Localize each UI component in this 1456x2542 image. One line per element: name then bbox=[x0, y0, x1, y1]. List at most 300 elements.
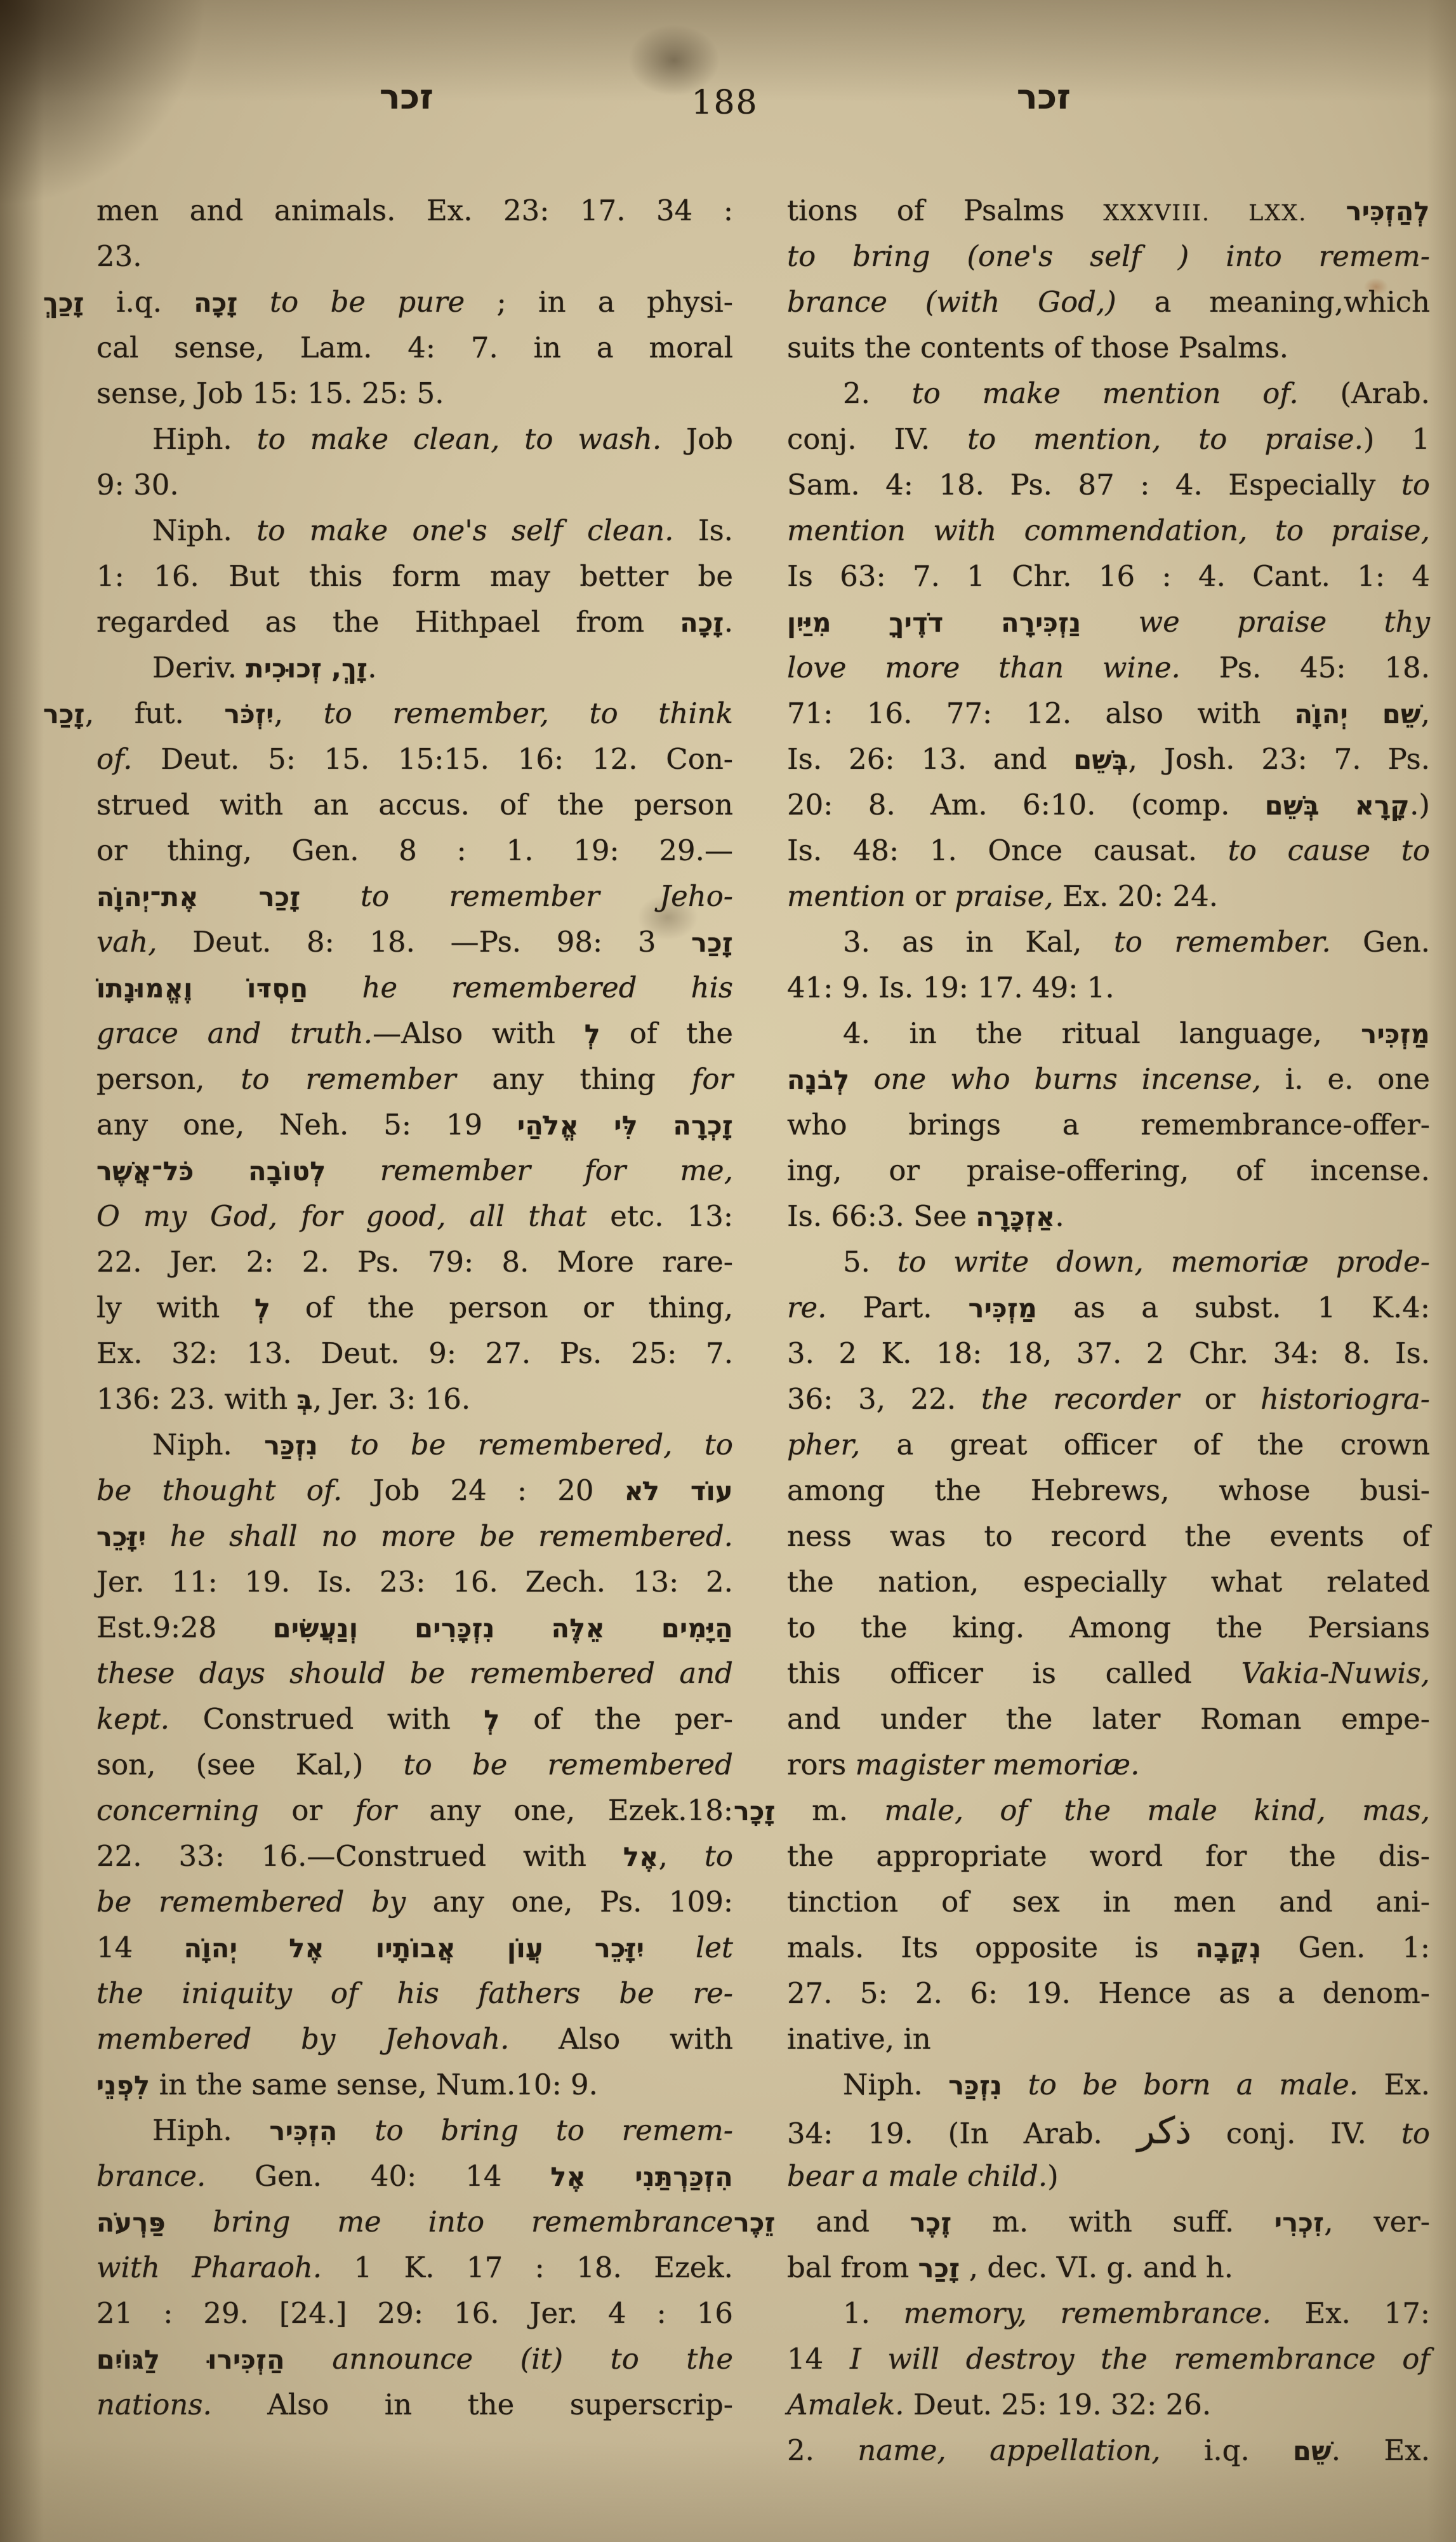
text-line bbox=[787, 828, 1430, 874]
text-line bbox=[734, 2199, 1430, 2245]
text-segment: Deut. 8: 18. —Ps. 98: 3 bbox=[157, 925, 692, 959]
hebrew-text: הִזְכַּרְתַּנִי אֶל bbox=[550, 2162, 733, 2192]
text-segment: of the bbox=[600, 1016, 733, 1050]
text-segment: ) bbox=[1047, 2159, 1059, 2193]
text-segment: among the Hebrews, whose busi- bbox=[787, 1474, 1430, 1507]
hebrew-text: חַסְדּוֹ וֶאֱמוּנָתוֹ bbox=[96, 973, 308, 1004]
text-segment: 3. as in Kal, bbox=[843, 925, 1114, 959]
text-line bbox=[787, 1742, 1430, 1788]
hebrew-text: הַיָּמִים אֵלֶּה נִזְכָּרִים וְנַעֲשִׂים bbox=[272, 1613, 733, 1644]
hebrew-text: הַזְכִּירוּ לַגּוֹיִם bbox=[96, 2345, 285, 2375]
text-segment: Deut. 25: 19. 32: 26. bbox=[904, 2388, 1212, 2421]
text-segment: to the king. Among the Persians bbox=[787, 1611, 1430, 1644]
text-segment: Est.9:28 bbox=[96, 1611, 273, 1644]
italic-text-segment: to remember. bbox=[1113, 925, 1331, 959]
text-segment: Also with bbox=[509, 2022, 733, 2056]
text-line bbox=[787, 874, 1430, 919]
text-segment: of the per- bbox=[500, 1702, 733, 1736]
text-segment: 23. bbox=[96, 239, 142, 273]
italic-text-segment: be thought of. bbox=[96, 1474, 343, 1507]
text-segment: , Josh. 23: 7. Ps. bbox=[1128, 742, 1431, 776]
text-segment: 27. 5: 2. 6: 19. Hence as a denom- bbox=[787, 1976, 1430, 2010]
text-line bbox=[787, 2062, 1430, 2108]
text-line bbox=[787, 2108, 1430, 2153]
text-line bbox=[787, 279, 1430, 325]
italic-text-segment: pher, bbox=[787, 1428, 861, 1461]
italic-text-segment: to make clean, to wash. bbox=[256, 422, 662, 456]
text-line bbox=[734, 1788, 1430, 1833]
italic-text-segment: be remembered by bbox=[96, 1885, 406, 1919]
hebrew-text: מַזְכִּיר bbox=[968, 1293, 1038, 1324]
italic-text-segment: brance (with God,) bbox=[787, 285, 1116, 319]
hebrew-text: זֵכֶר bbox=[734, 2207, 776, 2238]
text-line bbox=[96, 416, 733, 462]
text-segment bbox=[1307, 194, 1346, 227]
text-segment: 1. bbox=[843, 2296, 904, 2330]
text-segment: Sam. 4: 18. Ps. 87 : 4. Especially bbox=[787, 468, 1401, 502]
text-segment: this officer is called bbox=[787, 1656, 1241, 1690]
text-segment: Niph. bbox=[152, 1428, 265, 1461]
text-segment: , bbox=[1420, 696, 1430, 730]
text-line bbox=[96, 1788, 733, 1833]
text-line bbox=[96, 645, 733, 691]
text-line bbox=[787, 782, 1430, 828]
italic-text-segment: name, appellation, bbox=[857, 2433, 1161, 2467]
hebrew-text: יִזְכֹּר bbox=[224, 699, 274, 729]
text-line bbox=[787, 1559, 1430, 1605]
italic-text-segment: Vakia-Nuwis, bbox=[1241, 1656, 1430, 1690]
hebrew-text: נִזְכַּר bbox=[948, 2070, 1003, 2101]
text-segment: , dec. VI. g. and h. bbox=[960, 2251, 1234, 2284]
text-line bbox=[787, 1239, 1430, 1285]
text-segment: Niph. bbox=[843, 2068, 949, 2101]
italic-text-segment: these days should be remembered and bbox=[96, 1656, 733, 1690]
text-line bbox=[787, 1331, 1430, 1376]
text-segment: m. bbox=[775, 1793, 885, 1827]
text-segment: Hiph. bbox=[152, 2113, 270, 2147]
text-segment: person, bbox=[96, 1062, 241, 1096]
italic-text-segment: to remember Jeho- bbox=[300, 879, 733, 913]
text-line bbox=[787, 1194, 1430, 1239]
text-line bbox=[787, 554, 1430, 599]
hebrew-text: לְ bbox=[254, 1293, 271, 1324]
hebrew-text: שֵׁם יְהוָֹה bbox=[1294, 699, 1421, 729]
italic-text-segment: to remember bbox=[241, 1062, 456, 1096]
text-line bbox=[96, 2291, 733, 2336]
hebrew-text: פַּרְעֹה bbox=[96, 2207, 166, 2238]
hebrew-text: זָכַר אֶת־יְהוָֹה bbox=[96, 882, 301, 912]
text-line bbox=[787, 2291, 1430, 2336]
text-segment: Is. 48: 1. Once causat. bbox=[787, 834, 1228, 867]
italic-text-segment: the recorder bbox=[981, 1382, 1180, 1416]
text-line bbox=[787, 234, 1430, 279]
italic-text-segment: we praise thy bbox=[1081, 605, 1431, 639]
hebrew-text: לְטוֹבָה כֹּל־אֲשֶׁר bbox=[96, 1156, 326, 1187]
text-line bbox=[96, 554, 733, 599]
text-line bbox=[787, 1879, 1430, 1925]
hebrew-text: מַזְכִּיר bbox=[1361, 1019, 1430, 1049]
italic-text-segment: love more than wine. bbox=[787, 651, 1181, 684]
text-segment: i.q. bbox=[1160, 2433, 1294, 2467]
text-line bbox=[96, 234, 733, 279]
text-line bbox=[96, 1514, 733, 1559]
right-column bbox=[734, 188, 1431, 2473]
text-line bbox=[787, 371, 1430, 416]
text-segment: or thing, Gen. 8 : 1. 19: 29.— bbox=[96, 834, 733, 867]
text-line bbox=[96, 1102, 733, 1148]
text-line bbox=[787, 462, 1430, 508]
italic-text-segment: for bbox=[691, 1062, 733, 1096]
italic-text-segment: bring me into remembrance bbox=[166, 2205, 733, 2239]
italic-text-segment: membered by Jehovah. bbox=[96, 2022, 510, 2056]
text-line bbox=[96, 1468, 733, 1514]
hebrew-text: זָכָה bbox=[194, 288, 238, 318]
text-segment: cal sense, Lam. 4: 7. in a moral bbox=[96, 331, 733, 364]
italic-text-segment: for bbox=[355, 1793, 397, 1827]
italic-text-segment: to be pure bbox=[237, 285, 465, 319]
italic-text-segment: one who burns incense, bbox=[849, 1062, 1261, 1096]
text-segment: Construed with bbox=[169, 1702, 484, 1736]
italic-text-segment: of. bbox=[96, 742, 133, 776]
text-segment: Part. bbox=[826, 1291, 969, 1324]
text-line bbox=[96, 828, 733, 874]
italic-text-segment: remember for me, bbox=[326, 1154, 733, 1187]
text-line bbox=[96, 782, 733, 828]
text-line bbox=[787, 2016, 1430, 2062]
text-line bbox=[96, 965, 733, 1011]
text-segment: 41: 9. Is. 19: 17. 49: 1. bbox=[787, 971, 1115, 1004]
text-segment: i. e. one bbox=[1261, 1062, 1430, 1096]
hebrew-text: שֵׁם bbox=[1293, 2436, 1332, 2466]
text-line bbox=[787, 1468, 1430, 1514]
text-line bbox=[787, 965, 1430, 1011]
italic-text-segment: to bring (one's self ) into remem- bbox=[787, 239, 1430, 273]
text-segment: , bbox=[274, 696, 324, 730]
text-line bbox=[96, 462, 733, 508]
text-segment: and bbox=[775, 2205, 910, 2239]
text-segment: 34: 19. (In Arab. bbox=[787, 2117, 1137, 2150]
arabic-text: ذكر bbox=[1137, 2109, 1192, 2152]
text-segment: Gen. 1: bbox=[1261, 1931, 1430, 1964]
text-segment: any thing bbox=[456, 1062, 692, 1096]
italic-text-segment: vah, bbox=[96, 925, 157, 959]
text-line bbox=[96, 2245, 733, 2291]
text-segment: Is. 26: 13. and bbox=[787, 742, 1074, 776]
hebrew-text: זָכַר bbox=[918, 2253, 960, 2284]
text-segment: Niph. bbox=[152, 514, 257, 547]
left-column bbox=[43, 188, 734, 2428]
text-line bbox=[96, 2199, 733, 2245]
text-line bbox=[787, 1833, 1430, 1879]
text-line bbox=[96, 1239, 733, 1285]
text-segment: Jer. 11: 19. Is. 23: 16. Zech. 13: 2. bbox=[96, 1565, 733, 1599]
text-line bbox=[787, 1011, 1430, 1056]
hebrew-text: אַזְכָּרָה bbox=[976, 1202, 1056, 1232]
text-line bbox=[787, 1925, 1430, 1971]
smallcaps-text: XXXVIII. LXX. bbox=[1103, 201, 1307, 226]
text-segment: or bbox=[905, 879, 955, 913]
italic-text-segment: praise, bbox=[955, 879, 1054, 913]
text-line bbox=[96, 1742, 733, 1788]
hebrew-text: בְּשֵׁם bbox=[1073, 745, 1128, 775]
text-segment: son, (see Kal,) bbox=[96, 1748, 404, 1781]
text-line bbox=[43, 279, 733, 325]
text-segment: Gen. 40: 14 bbox=[206, 2159, 551, 2193]
text-line bbox=[96, 1194, 733, 1239]
text-line bbox=[787, 188, 1430, 234]
text-line bbox=[787, 508, 1430, 554]
italic-text-segment: bear a male child. bbox=[787, 2159, 1048, 2193]
text-segment: , fut. bbox=[84, 696, 225, 730]
italic-text-segment: the iniquity of his fathers be re- bbox=[96, 1976, 733, 2010]
italic-text-segment: I will destroy the remembrance of bbox=[849, 2342, 1430, 2376]
italic-text-segment: to be born a male. bbox=[1002, 2068, 1359, 2101]
text-line bbox=[787, 416, 1430, 462]
text-segment: ; in a physi- bbox=[465, 285, 733, 319]
text-segment: a meaning,which bbox=[1116, 285, 1430, 319]
text-segment: tions of Psalms bbox=[787, 194, 1104, 227]
hebrew-text: זָכַר bbox=[691, 928, 733, 958]
text-line bbox=[43, 691, 733, 736]
text-segment: Hiph. bbox=[152, 422, 257, 456]
italic-text-segment: Amalek. bbox=[787, 2388, 904, 2421]
hebrew-text: הִזְכִּיר bbox=[269, 2116, 338, 2146]
text-line bbox=[96, 1925, 733, 1971]
text-segment: who brings a remembrance-offer- bbox=[787, 1108, 1430, 1141]
text-segment: Is. bbox=[673, 514, 733, 547]
text-line bbox=[787, 1148, 1430, 1194]
hebrew-text: זָכָר bbox=[734, 1796, 776, 1827]
text-segment: regarded as the Hithpael from bbox=[96, 605, 680, 639]
italic-text-segment: grace and truth. bbox=[96, 1016, 373, 1050]
italic-text-segment: let bbox=[644, 1931, 733, 1964]
text-segment: i.q. bbox=[84, 285, 194, 319]
text-segment: Ps. 45: 18. bbox=[1180, 651, 1430, 684]
text-line bbox=[96, 1422, 733, 1468]
text-segment: .) bbox=[1410, 788, 1430, 822]
text-segment: of the person or thing, bbox=[270, 1291, 733, 1324]
text-segment: any one, Ps. 109: bbox=[406, 1885, 733, 1919]
hebrew-text: קָרָא בְּשֵׁם bbox=[1264, 790, 1410, 821]
text-line bbox=[96, 1331, 733, 1376]
text-segment: ) 1 bbox=[1363, 422, 1430, 456]
text-segment: conj. IV. bbox=[1191, 2117, 1401, 2150]
italic-text-segment: he remembered his bbox=[308, 971, 733, 1004]
italic-text-segment: announce (it) to the bbox=[284, 2342, 734, 2376]
text-segment: suits the contents of those Psalms. bbox=[787, 331, 1289, 364]
text-segment: Ex. 20: 24. bbox=[1053, 879, 1219, 913]
italic-text-segment: to make mention of. bbox=[911, 376, 1299, 410]
italic-text-segment: memory, remembrance. bbox=[903, 2296, 1271, 2330]
text-line bbox=[96, 2062, 733, 2108]
italic-text-segment: concerning bbox=[96, 1793, 259, 1827]
text-line bbox=[787, 736, 1430, 782]
text-segment: Deriv. bbox=[152, 651, 246, 684]
text-segment: . bbox=[724, 605, 733, 639]
page-number: 188 bbox=[691, 84, 758, 122]
text-line bbox=[96, 325, 733, 371]
text-segment: m. with suff. bbox=[951, 2205, 1274, 2239]
hebrew-text: זֶכֶר bbox=[910, 2207, 952, 2238]
left-catchword: זכר bbox=[380, 77, 433, 117]
text-segment: in the same sense, Num.10: 9. bbox=[150, 2068, 598, 2101]
text-segment: tinction of sex in men and ani- bbox=[787, 1885, 1430, 1919]
italic-text-segment: he shall no more be remembered. bbox=[146, 1519, 733, 1553]
text-line bbox=[787, 645, 1430, 691]
text-segment: any one, Neh. 5: 19 bbox=[96, 1108, 518, 1141]
text-segment: or bbox=[1179, 1382, 1261, 1416]
text-segment: —Also with bbox=[373, 1016, 585, 1050]
italic-text-segment: historiogra- bbox=[1261, 1382, 1430, 1416]
text-line bbox=[787, 2428, 1430, 2473]
hebrew-text: לְ bbox=[484, 1705, 500, 1735]
hebrew-text: זָךְ, זְכוּכִית bbox=[246, 653, 368, 684]
hebrew-text: לְ bbox=[584, 1019, 600, 1049]
text-line bbox=[96, 1833, 733, 1879]
text-segment: any one, Ezek.18: bbox=[396, 1793, 733, 1827]
text-line bbox=[787, 691, 1430, 736]
hebrew-text: עוֹד לֹא bbox=[624, 1476, 733, 1507]
text-segment: Ex. bbox=[1358, 2068, 1430, 2101]
text-segment: 14 bbox=[96, 1931, 184, 1964]
hebrew-text: לִפְנֵי bbox=[96, 2070, 150, 2101]
text-segment: ly with bbox=[96, 1291, 255, 1324]
text-line bbox=[787, 1605, 1430, 1651]
italic-text-segment: to remember, to think bbox=[323, 696, 734, 730]
text-segment: 4. in the ritual language, bbox=[843, 1016, 1361, 1050]
text-segment: . Ex. bbox=[1331, 2433, 1430, 2467]
text-line bbox=[96, 2016, 733, 2062]
italic-text-segment: with Pharaoh. bbox=[96, 2251, 322, 2284]
italic-text-segment: mention with commendation, to praise, bbox=[787, 514, 1430, 547]
text-segment: 3. 2 K. 18: 18, 37. 2 Chr. 34: 8. Is. bbox=[787, 1336, 1430, 1370]
text-line bbox=[96, 2382, 733, 2428]
text-segment: 71: 16. 77: 12. also with bbox=[787, 696, 1295, 730]
text-segment: 20: 8. Am. 6:10. (comp. bbox=[787, 788, 1265, 822]
text-segment: 22. 33: 16.—Construed with bbox=[96, 1839, 623, 1873]
text-segment: the appropriate word for the dis- bbox=[787, 1839, 1430, 1873]
text-line bbox=[787, 1422, 1430, 1468]
hebrew-text: לְבֹנָה bbox=[787, 1065, 850, 1095]
text-line bbox=[96, 1056, 733, 1102]
text-line bbox=[96, 371, 733, 416]
text-segment: Ex. 32: 13. Deut. 9: 27. Ps. 25: 7. bbox=[96, 1336, 733, 1370]
text-segment: men and animals. Ex. 23: 17. 34 : bbox=[96, 194, 733, 227]
text-segment: 36: 3, 22. bbox=[787, 1382, 981, 1416]
text-line bbox=[787, 599, 1430, 645]
text-line bbox=[787, 1285, 1430, 1331]
text-segment: 5. bbox=[843, 1245, 897, 1279]
text-line bbox=[96, 599, 733, 645]
hebrew-text: נַזְכִּירָה דֹדֶיךָ מִיַּיִן bbox=[787, 608, 1082, 638]
text-segment: ing, or praise-offering, of incense. bbox=[787, 1154, 1430, 1187]
text-segment: inative, in bbox=[787, 2022, 931, 2056]
hebrew-text: לְהַזְכִּיר bbox=[1346, 196, 1430, 227]
hebrew-text: אֶל bbox=[623, 1842, 659, 1872]
text-line bbox=[96, 2336, 733, 2382]
text-segment: rors bbox=[787, 1748, 856, 1781]
text-line bbox=[787, 2382, 1430, 2428]
italic-text-segment: to cause to bbox=[1228, 834, 1430, 867]
text-segment: 21 : 29. [24.] 29: 16. Jer. 4 : 16 bbox=[96, 2296, 733, 2330]
text-segment: Gen. bbox=[1330, 925, 1431, 959]
text-segment: a great officer of the crown bbox=[860, 1428, 1430, 1461]
text-segment: Deut. 5: 15. 15:15. 16: 12. Con- bbox=[132, 742, 733, 776]
text-segment: ness was to record the events of bbox=[787, 1519, 1430, 1553]
text-line bbox=[96, 508, 733, 554]
text-segment: Also in the superscrip- bbox=[211, 2388, 733, 2421]
text-line bbox=[96, 2108, 733, 2153]
text-segment: mals. Its opposite is bbox=[787, 1931, 1196, 1964]
text-segment: strued with an accus. of the person bbox=[96, 788, 733, 822]
text-segment: 2. bbox=[787, 2433, 858, 2467]
hebrew-text: זִכְרִי bbox=[1274, 2207, 1325, 2238]
italic-text-segment: magister memoriæ. bbox=[855, 1748, 1140, 1781]
hebrew-text: בְּ bbox=[296, 1385, 314, 1415]
text-line bbox=[787, 1696, 1430, 1742]
text-segment: 1 K. 17 : 18. Ezek. bbox=[322, 2251, 733, 2284]
italic-text-segment: to bring to remem- bbox=[337, 2113, 733, 2147]
text-line bbox=[96, 1559, 733, 1605]
hebrew-text: זָכְרָה לִּי אֱלֹהַי bbox=[517, 1110, 734, 1141]
hebrew-text: זָכַךְ bbox=[43, 288, 84, 318]
hebrew-text: נִזְכַּר bbox=[264, 1430, 319, 1461]
text-line bbox=[96, 1605, 733, 1651]
right-catchword: זכר bbox=[1017, 77, 1071, 117]
text-line bbox=[787, 2336, 1430, 2382]
text-segment: 2. bbox=[843, 376, 912, 410]
text-line bbox=[96, 1376, 733, 1422]
text-segment: and under the later Roman empe- bbox=[787, 1702, 1430, 1736]
text-line bbox=[787, 1651, 1430, 1696]
text-segment: 9: 30. bbox=[96, 468, 179, 502]
hebrew-text: זָכָה bbox=[680, 608, 724, 638]
text-line bbox=[96, 1285, 733, 1331]
italic-text-segment: kept. bbox=[96, 1702, 170, 1736]
text-segment: . bbox=[367, 651, 377, 684]
italic-text-segment: to write down, memoriæ prode- bbox=[897, 1245, 1430, 1279]
text-segment: etc. 13: bbox=[586, 1199, 733, 1233]
text-line bbox=[787, 919, 1430, 965]
text-line bbox=[96, 1971, 733, 2016]
text-segment: 1: 16. But this form may better be bbox=[96, 559, 733, 593]
text-segment: the nation, especially what related bbox=[787, 1565, 1430, 1599]
text-segment: Job 24 : 20 bbox=[342, 1474, 625, 1507]
text-segment: 22. Jer. 2: 2. Ps. 79: 8. More rare- bbox=[96, 1245, 733, 1279]
text-segment: Is. 66:3. See bbox=[787, 1199, 976, 1233]
text-segment: , ver- bbox=[1324, 2205, 1430, 2239]
italic-text-segment: to be remembered bbox=[403, 1748, 733, 1781]
text-line bbox=[96, 919, 733, 965]
text-line bbox=[787, 1102, 1430, 1148]
text-line bbox=[96, 1879, 733, 1925]
text-segment: , bbox=[658, 1839, 705, 1873]
text-line bbox=[96, 1696, 733, 1742]
text-segment: conj. IV. bbox=[787, 422, 968, 456]
text-line bbox=[96, 1148, 733, 1194]
italic-text-segment: male, of the male kind, mas, bbox=[884, 1793, 1430, 1827]
text-line bbox=[787, 325, 1430, 371]
hebrew-text: יִזָּכֵר עֲוֹן אֲבוֹתָיו אֶל יְהוָֹה bbox=[183, 1933, 645, 1964]
text-segment: Is 63: 7. 1 Chr. 16 : 4. Cant. 1: 4 bbox=[787, 559, 1430, 593]
hebrew-text: נְקֵבָה bbox=[1195, 1933, 1262, 1964]
text-segment: or bbox=[258, 1793, 355, 1827]
text-segment: bal from bbox=[787, 2251, 918, 2284]
italic-text-segment: O my God, for good, all that bbox=[96, 1199, 587, 1233]
text-line bbox=[96, 874, 733, 919]
italic-text-segment: to bbox=[1401, 2117, 1430, 2150]
hebrew-text: יִזָּכֵר bbox=[96, 1522, 147, 1552]
